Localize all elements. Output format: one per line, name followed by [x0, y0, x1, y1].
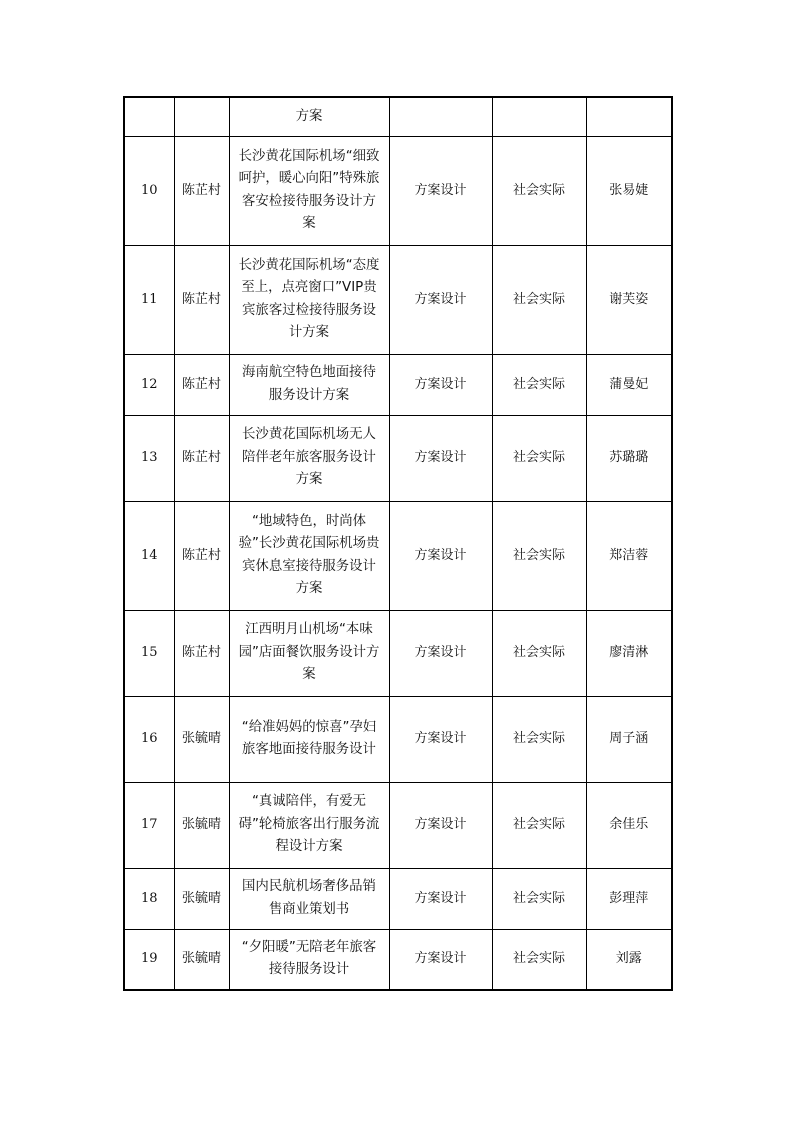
- topic-type-cell: 方案设计: [389, 696, 492, 782]
- advisor-cell: [174, 97, 229, 136]
- row-number: 14: [124, 501, 174, 610]
- table-row: [124, 696, 672, 782]
- advisor-cell: 张毓晴: [174, 696, 229, 782]
- table-row: [124, 415, 672, 501]
- topic-title-cell: “夕阳暖”无陪老年旅客接待服务设计: [229, 929, 389, 990]
- topic-title-cell: 国内民航机场奢侈品销售商业策划书: [229, 868, 389, 929]
- topic-title-cell: “地域特色，时尚体验”长沙黄花国际机场贵宾休息室接待服务设计方案: [229, 501, 389, 610]
- row-number: 15: [124, 610, 174, 696]
- topic-type-cell: 方案设计: [389, 782, 492, 868]
- topic-type-cell: 方案设计: [389, 929, 492, 990]
- table-row: [124, 136, 672, 245]
- table-row: [124, 354, 672, 415]
- table-row: [124, 97, 672, 136]
- advisor-cell: 陈芷村: [174, 415, 229, 501]
- advisor-cell: 陈芷村: [174, 610, 229, 696]
- student-cell: 蒲曼妃: [586, 354, 672, 415]
- topic-type-cell: [389, 97, 492, 136]
- student-cell: 苏璐璐: [586, 415, 672, 501]
- topic-type-cell: 方案设计: [389, 245, 492, 354]
- topic-source-cell: 社会实际: [492, 696, 586, 782]
- row-number: 13: [124, 415, 174, 501]
- topic-title-cell: 长沙黄花国际机场“细致呵护，暖心向阳”特殊旅客安检接待服务设计方案: [229, 136, 389, 245]
- advisor-cell: 陈芷村: [174, 354, 229, 415]
- row-number: 12: [124, 354, 174, 415]
- topics-table: [123, 96, 673, 991]
- topic-source-cell: 社会实际: [492, 415, 586, 501]
- topic-type-cell: 方案设计: [389, 415, 492, 501]
- row-number: 19: [124, 929, 174, 990]
- topic-source-cell: 社会实际: [492, 501, 586, 610]
- row-number: 17: [124, 782, 174, 868]
- row-number: [124, 97, 174, 136]
- table-row: [124, 501, 672, 610]
- topic-title-cell: 方案: [229, 97, 389, 136]
- row-number: 11: [124, 245, 174, 354]
- student-cell: 张易婕: [586, 136, 672, 245]
- student-cell: 刘露: [586, 929, 672, 990]
- topic-title-cell: 海南航空特色地面接待服务设计方案: [229, 354, 389, 415]
- topic-title-cell: 长沙黄花国际机场“态度至上，点亮窗口”VIP贵宾旅客过检接待服务设计方案: [229, 245, 389, 354]
- advisor-cell: 张毓晴: [174, 782, 229, 868]
- table-row: [124, 929, 672, 990]
- student-cell: 郑洁蓉: [586, 501, 672, 610]
- topic-source-cell: 社会实际: [492, 136, 586, 245]
- student-cell: 余佳乐: [586, 782, 672, 868]
- student-cell: 谢芙姿: [586, 245, 672, 354]
- topic-type-cell: 方案设计: [389, 136, 492, 245]
- table-row: [124, 782, 672, 868]
- table-row: [124, 868, 672, 929]
- student-cell: 彭理萍: [586, 868, 672, 929]
- advisor-cell: 陈芷村: [174, 245, 229, 354]
- row-number: 10: [124, 136, 174, 245]
- topic-source-cell: 社会实际: [492, 354, 586, 415]
- topic-source-cell: [492, 97, 586, 136]
- topic-source-cell: 社会实际: [492, 245, 586, 354]
- topic-type-cell: 方案设计: [389, 610, 492, 696]
- topic-type-cell: 方案设计: [389, 354, 492, 415]
- topic-source-cell: 社会实际: [492, 868, 586, 929]
- topic-title-cell: “真诚陪伴，有爱无碍”轮椅旅客出行服务流程设计方案: [229, 782, 389, 868]
- advisor-cell: 陈芷村: [174, 136, 229, 245]
- advisor-cell: 陈芷村: [174, 501, 229, 610]
- topic-type-cell: 方案设计: [389, 501, 492, 610]
- student-cell: 廖清淋: [586, 610, 672, 696]
- topic-title-cell: “给准妈妈的惊喜”孕妇旅客地面接待服务设计: [229, 696, 389, 782]
- topic-title-cell: 江西明月山机场“本味园”店面餐饮服务设计方案: [229, 610, 389, 696]
- table-row: [124, 245, 672, 354]
- topic-source-cell: 社会实际: [492, 610, 586, 696]
- advisor-cell: 张毓晴: [174, 868, 229, 929]
- advisor-cell: 张毓晴: [174, 929, 229, 990]
- row-number: 18: [124, 868, 174, 929]
- topic-title-cell: 长沙黄花国际机场无人陪伴老年旅客服务设计方案: [229, 415, 389, 501]
- student-cell: 周子涵: [586, 696, 672, 782]
- topic-type-cell: 方案设计: [389, 868, 492, 929]
- student-cell: [586, 97, 672, 136]
- topic-source-cell: 社会实际: [492, 929, 586, 990]
- table-row: [124, 610, 672, 696]
- row-number: 16: [124, 696, 174, 782]
- topic-source-cell: 社会实际: [492, 782, 586, 868]
